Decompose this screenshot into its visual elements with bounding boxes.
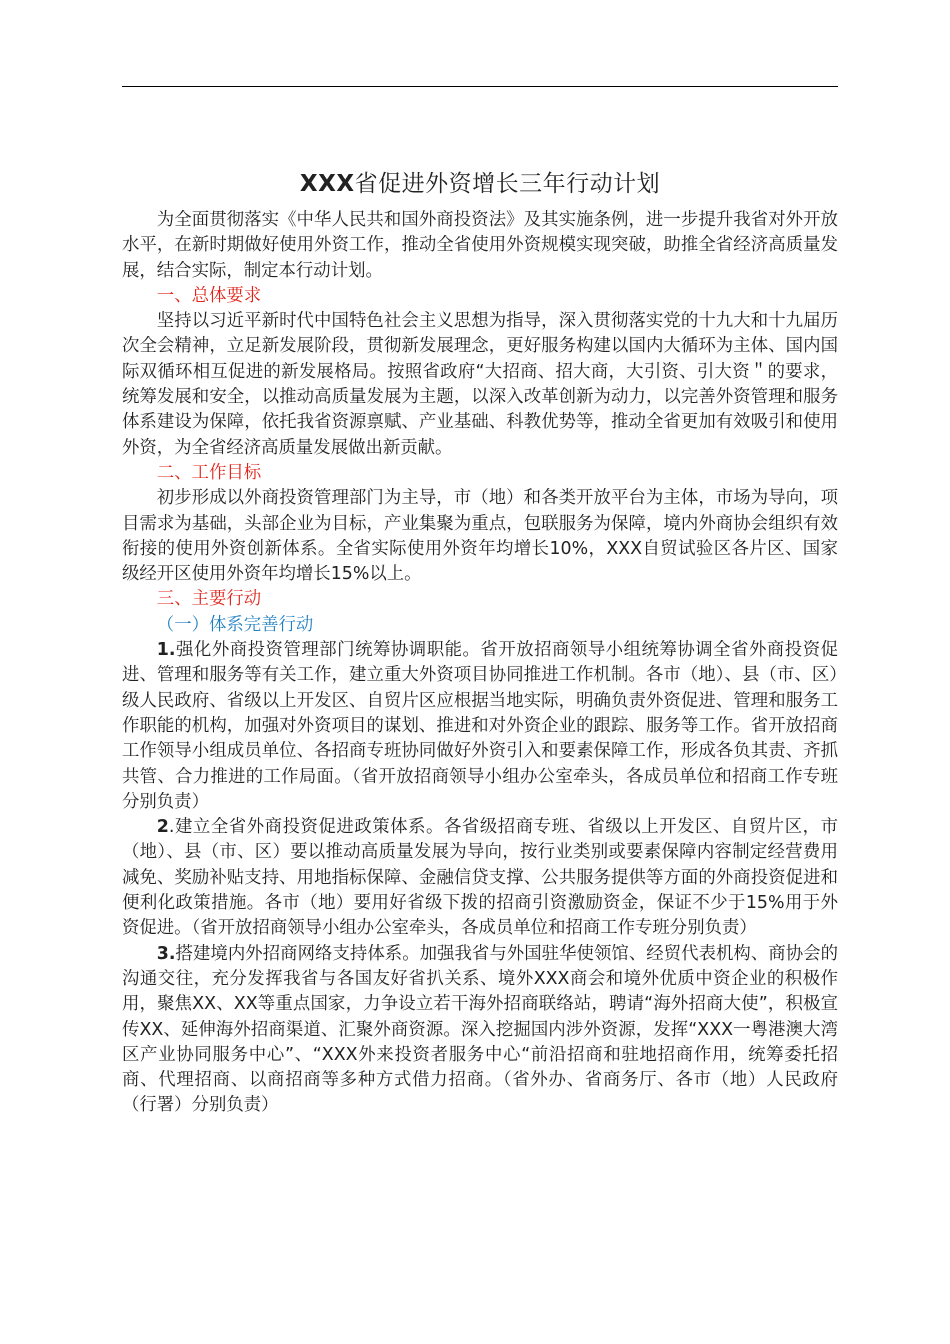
item-3-text: 搭建境内外招商网络支持体系。加强我省与外国驻华使领馆、经贸代表机构、商协会的沟通交往，充分发挥我省与各国友好省扒关系、境外XXX商会和境外优质中资企业的积极作用，聚焦XX、XX等重点国家，力争设立若干海外招商联络站，聘请“海外招商大使”，积极宣传XX、延伸海外招商渠道、汇聚外商资源。深入挖掘国内涉外资源，发挥“XXX一粤港澳大湾区产业协同服务中心”、“XXX外来投资者服务中心“前沿招商和驻地招商作用，统筹委托招商、代理招商、以商招商等多种方式借力招商。（省外办、省商务厅、各市（地）人民政府（行署）分别负责） [122,943,838,1116]
subsection-heading-system-improvement: （一）体系完善行动 [156,614,314,635]
section-heading-main-actions: 三、主要行动 [156,589,262,610]
document-title [122,165,838,198]
item-2-text: .建立全省外商投资促进政策体系。各省级招商专班、省级以上开发区、自贸片区，市（地）、县（市、区）要以推动高质量发展为导向，按行业类别或要素保障内容制定经营费用减免、奖励补贴支持、用地指标保障、金融信贷支撑、公共服务提供等方面的外商投资促进和便利化政策措施。各市（地）要用好省级下拨的招商引资激励资金，保证不少于15%用于外资促进。（省开放招商领导小组办公室牵头，各成员单位和招商工作专班分别负责） [122,817,838,939]
item-1-paragraph [122,638,838,815]
item-3-paragraph [122,942,838,1119]
item-1-text: 强化外商投资管理部门统筹协调职能。省开放招商领导小组统筹协调全省外商投资促进、管理和服务等有关工作，建立重大外资项目协同推进工作机制。各市（地）、县（市、区）级人民政府、省级以上开发区、自贸片区应根据当地实际，明确负责外资促进、管理和服务工作职能的机构，加强对外资项目的谋划、推进和对外资企业的跟踪、服务等工作。省开放招商工作领导小组成员单位、各招商专班协同做好外资引入和要素保障工作，形成各负其责、齐抓共管、合力推进的工作局面。（省开放招商领导小组办公室牵头，各成员单位和招商工作专班分别负责） [122,640,838,812]
item-3-number: 3. [156,943,176,964]
header-rule [122,86,838,87]
section-heading-general-requirements: 一、总体要求 [156,285,262,306]
title-latin: XXX [299,171,355,198]
section-paragraph-general-requirements: 坚持以习近平新时代中国特色社会主义思想为指导，深入贯彻落实党的十九大和十九届历次全会精神，立足新发展阶段，贯彻新发展理念，更好服务构建以国内大循环为主体、国内国际双循环相互促进的新发展格局。按照省政府“大招商、招大商，大引资、引大资＂的要求，统筹发展和安全，以推动高质量发展为主题，以深入改革创新为动力，以完善外资管理和服务体系建设为保障，依托我省资源禀赋、产业基础、科教优势等，推动全省更加有效吸引和使用外资，为全省经济高质量发展做出新贡献。 [122,311,838,458]
section-paragraph-work-goals: 初步形成以外商投资管理部门为主导，市（地）和各类开放平台为主体，市场为导向，项目需求为基础，头部企业为目标，产业集聚为重点，包联服务为保障，境内外商协会组织有效衔接的使用外资创新体系。全省实际使用外资年均增长10%，XXX自贸试验区各片区、国家级经开区使用外资年均增长15%以上。 [122,488,838,585]
section-heading-work-goals: 二、工作目标 [156,462,262,483]
item-2-paragraph [122,815,838,941]
document-body [122,208,838,1119]
item-2-number: 2 [156,817,169,838]
intro-paragraph: 为全面贯彻落实《中华人民共和国外商投资法》及其实施条例，进一步提升我省对外开放水平，在新时期做好使用外资工作，推动全省使用外资规模实现突破，助推全省经济高质量发展，结合实际，制定本行动计划。 [122,210,838,281]
item-1-number: 1. [156,640,176,661]
title-rest: 省促进外资增长三年行动计划 [354,171,661,198]
